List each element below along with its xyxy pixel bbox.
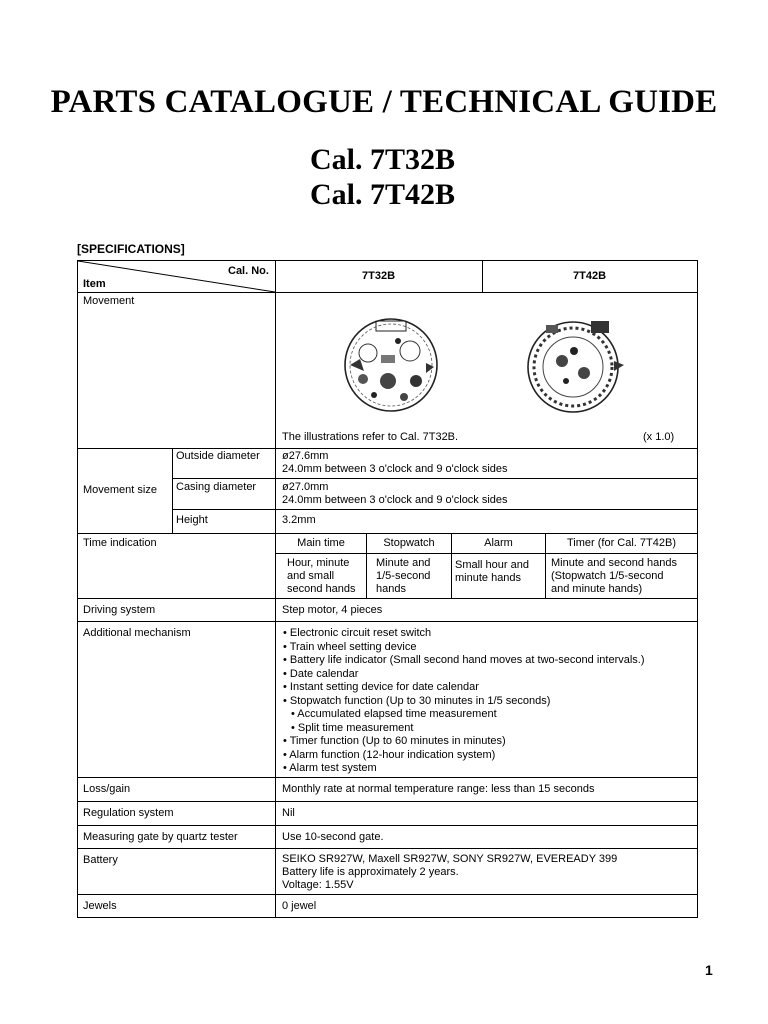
timer-body-2: (Stopwatch 1/5-second (551, 570, 664, 582)
timer-body-1: Minute and second hands (551, 557, 677, 569)
regulation-system-label: Regulation system (83, 807, 174, 819)
caliber-title-2: Cal. 7T42B (310, 178, 456, 211)
list-item: • Alarm function (12-hour indication system) (283, 748, 496, 761)
measuring-gate-label: Measuring gate by quartz tester (83, 831, 238, 843)
movement-size-label: Movement size (83, 484, 157, 496)
movement-label: Movement (83, 295, 135, 307)
timer-body-3: and minute hands) (551, 583, 643, 595)
battery-value-3: Voltage: 1.55V (282, 879, 354, 891)
battery-value-2: Battery life is approximately 2 years. (282, 866, 459, 878)
height-value: 3.2mm (282, 514, 316, 526)
illustration-scale: (x 1.0) (643, 431, 675, 443)
outside-diameter-value-2: 24.0mm between 3 o'clock and 9 o'clock sides (282, 463, 508, 475)
header-cal-no: Cal. No. (228, 265, 269, 277)
list-item: • Alarm test system (283, 762, 377, 774)
stopwatch-body-3: hands (376, 583, 406, 595)
list-item: • Instant setting device for date calendar (283, 681, 479, 693)
header-col-7t42b: 7T42B (573, 270, 607, 282)
main-time-body-3: second hands (287, 583, 356, 595)
alarm-body-2: minute hands (455, 572, 522, 584)
list-item: • Date calendar (283, 667, 359, 680)
header-item: Item (83, 278, 106, 290)
list-item: • Accumulated elapsed time measurement (291, 708, 497, 720)
main-time-body-2: and small (287, 570, 335, 582)
document-title: PARTS CATALOGUE / TECHNICAL GUIDE (50, 84, 718, 120)
stopwatch-body-2: 1/5-second (376, 570, 431, 582)
time-indication-label: Time indication (83, 537, 157, 549)
driving-system-value: Step motor, 4 pieces (282, 604, 383, 616)
casing-diameter-label: Casing diameter (176, 481, 257, 493)
jewels-value: 0 jewel (282, 900, 317, 912)
jewels-label: Jewels (83, 900, 117, 912)
additional-mechanism-label: Additional mechanism (83, 627, 191, 639)
main-time-body-1: Hour, minute (287, 557, 350, 569)
stopwatch-head: Stopwatch (383, 537, 435, 549)
outside-diameter-value-1: ø27.6mm (282, 450, 329, 462)
loss-gain-label: Loss/gain (83, 783, 131, 795)
list-item: • Electronic circuit reset switch (283, 627, 432, 639)
list-item: • Timer function (Up to 60 minutes in minutes) (283, 735, 506, 747)
outside-diameter-label: Outside diameter (176, 450, 260, 462)
list-item: • Train wheel setting device (283, 640, 417, 653)
alarm-body-1: Small hour and (455, 559, 529, 571)
specifications-heading: [SPECIFICATIONS] (77, 242, 185, 256)
casing-diameter-value-1: ø27.0mm (282, 481, 329, 493)
driving-system-label: Driving system (83, 604, 156, 616)
battery-value-1: SEIKO SR927W, Maxell SR927W, SONY SR927W, EVEREADY 399 (282, 853, 618, 865)
timer-head: Timer (for Cal. 7T42B) (566, 537, 676, 549)
caliber-title-1: Cal. 7T32B (310, 143, 456, 176)
main-time-head: Main time (297, 537, 345, 549)
alarm-head: Alarm (484, 537, 513, 549)
stopwatch-body-1: Minute and (376, 557, 431, 569)
battery-label: Battery (83, 854, 118, 866)
measuring-gate-value: Use 10-second gate. (282, 831, 384, 843)
movement-7t42b-illustration (516, 315, 630, 415)
list-item: • Battery life indicator (Small second hand moves at two-second intervals.) (283, 654, 645, 666)
list-item: • Split time measurement (291, 721, 414, 734)
loss-gain-value: Monthly rate at normal temperature range: less than 15 seconds (282, 783, 595, 795)
list-item: • Stopwatch function (Up to 30 minutes in 1/5 seconds) (283, 694, 551, 707)
page-number: 1 (705, 962, 713, 978)
regulation-system-value: Nil (282, 807, 295, 819)
illustration-note: The illustrations refer to Cal. 7T32B. (282, 431, 459, 443)
additional-mechanism-list (283, 627, 645, 776)
header-col-7t32b: 7T32B (362, 270, 396, 282)
casing-diameter-value-2: 24.0mm between 3 o'clock and 9 o'clock sides (282, 494, 508, 506)
movement-7t32b-illustration (338, 315, 444, 415)
height-label: Height (176, 514, 208, 526)
